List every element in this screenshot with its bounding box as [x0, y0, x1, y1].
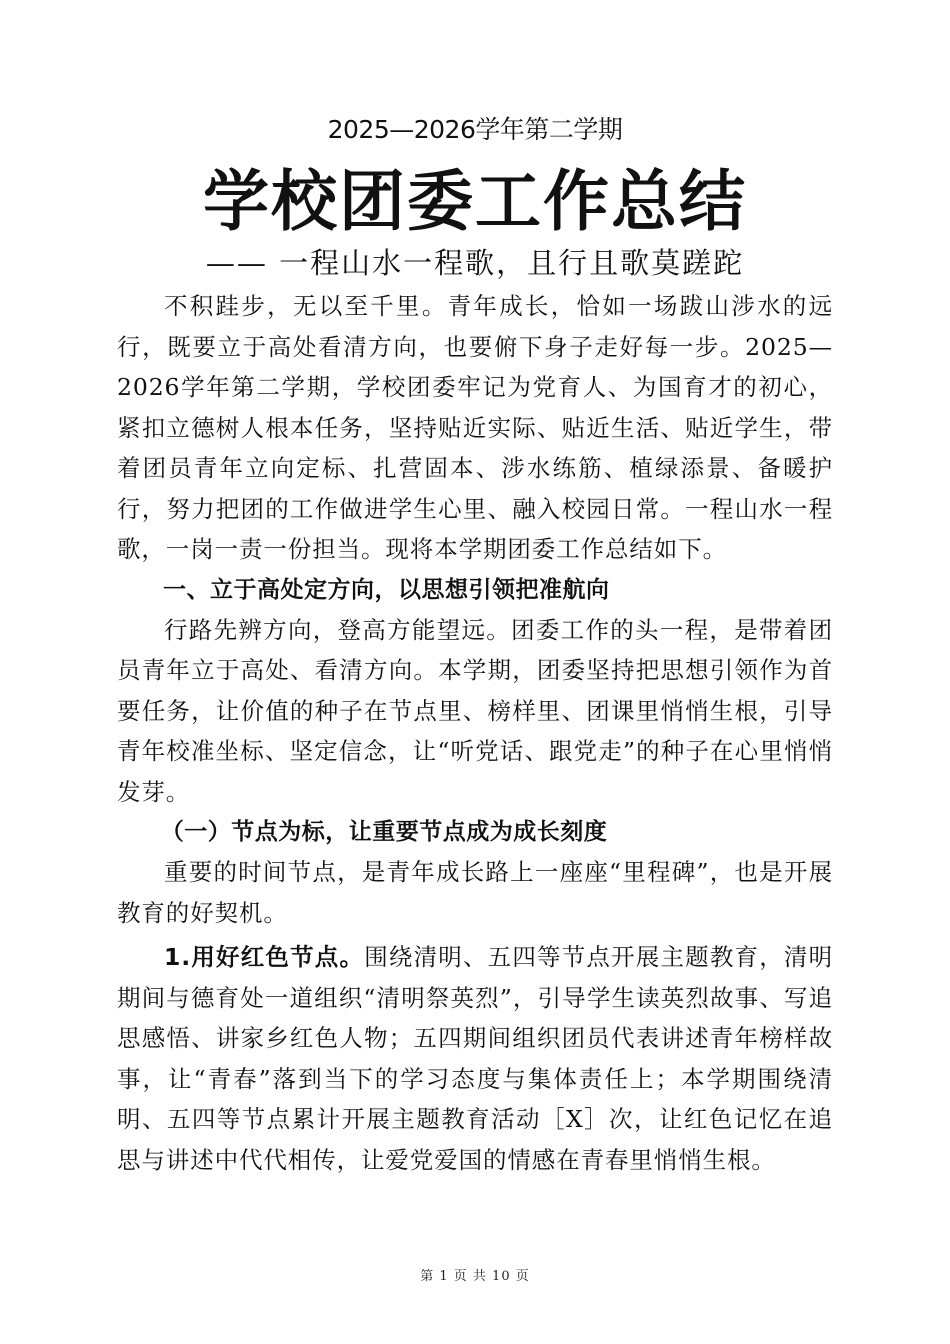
intro-paragraph: 不积跬步，无以至千里。青年成长，恰如一场跋山涉水的远行，既要立于高处看清方向，也要俯下身子走好每一步。2025—2026学年第二学期，学校团委牢记为党育人、为国育才的初心，紧扣立德树人根本任务，坚持贴近实际、贴近生活、贴近学生，带着团员青年立向定标、扎营固本、涉水练筋、植绿添景、备暖护行，努力把团的工作做进学生心里、融入校园日常。一程山水一程歌，一岗一责一份担当。现将本学期团委工作总结如下。: [117, 292, 833, 563]
document-page: [117, 108, 833, 1180]
page-footer: 第 1 页 共 10 页: [420, 1269, 530, 1284]
item-paragraph-1: [117, 937, 833, 1180]
item-body-1: 围绕清明、五四等节点开展主题教育，清明期间与德育处一道组织“清明祭英烈”，引导学生读英烈故事、写追思感悟、讲家乡红色人物；五四期间组织团员代表讲述青年榜样故事，让“青春”落到当下的学习态度与集体责任上；本学期围绕清明、五四等节点累计开展主题教育活动［X］次，让红色记忆在追思与讲述中代代相传，让爱党爱国的情感在青春里悄悄生根。: [117, 943, 833, 1174]
document-tagline: —— 一程山水一程歌，且行且歌莫蹉跎: [205, 246, 745, 280]
subsection-paragraph-1: 重要的时间节点，是青年成长路上一座座“里程碑”，也是开展教育的好契机。: [117, 858, 833, 927]
semester-line: 2025—2026学年第二学期: [327, 115, 623, 144]
subsection-heading-1: （一）节点为标，让重要节点成为成长刻度: [160, 819, 608, 845]
item-lead-1: 1.用好红色节点。: [164, 943, 365, 971]
document-title: 学校团委工作总结: [203, 163, 747, 240]
section-heading-1: 一、立于高处定方向，以思想引领把准航向: [163, 576, 610, 603]
section-paragraph-1: 行路先辨方向，登高方能望远。团委工作的头一程，是带着团员青年立于高处、看清方向。本学期，团委坚持把思想引领作为首要任务，让价值的种子在节点里、榜样里、团课里悄悄生根，引导青年校准坐标、坚定信念，让“听党话、跟党走”的种子在心里悄悄发芽。: [117, 615, 833, 806]
